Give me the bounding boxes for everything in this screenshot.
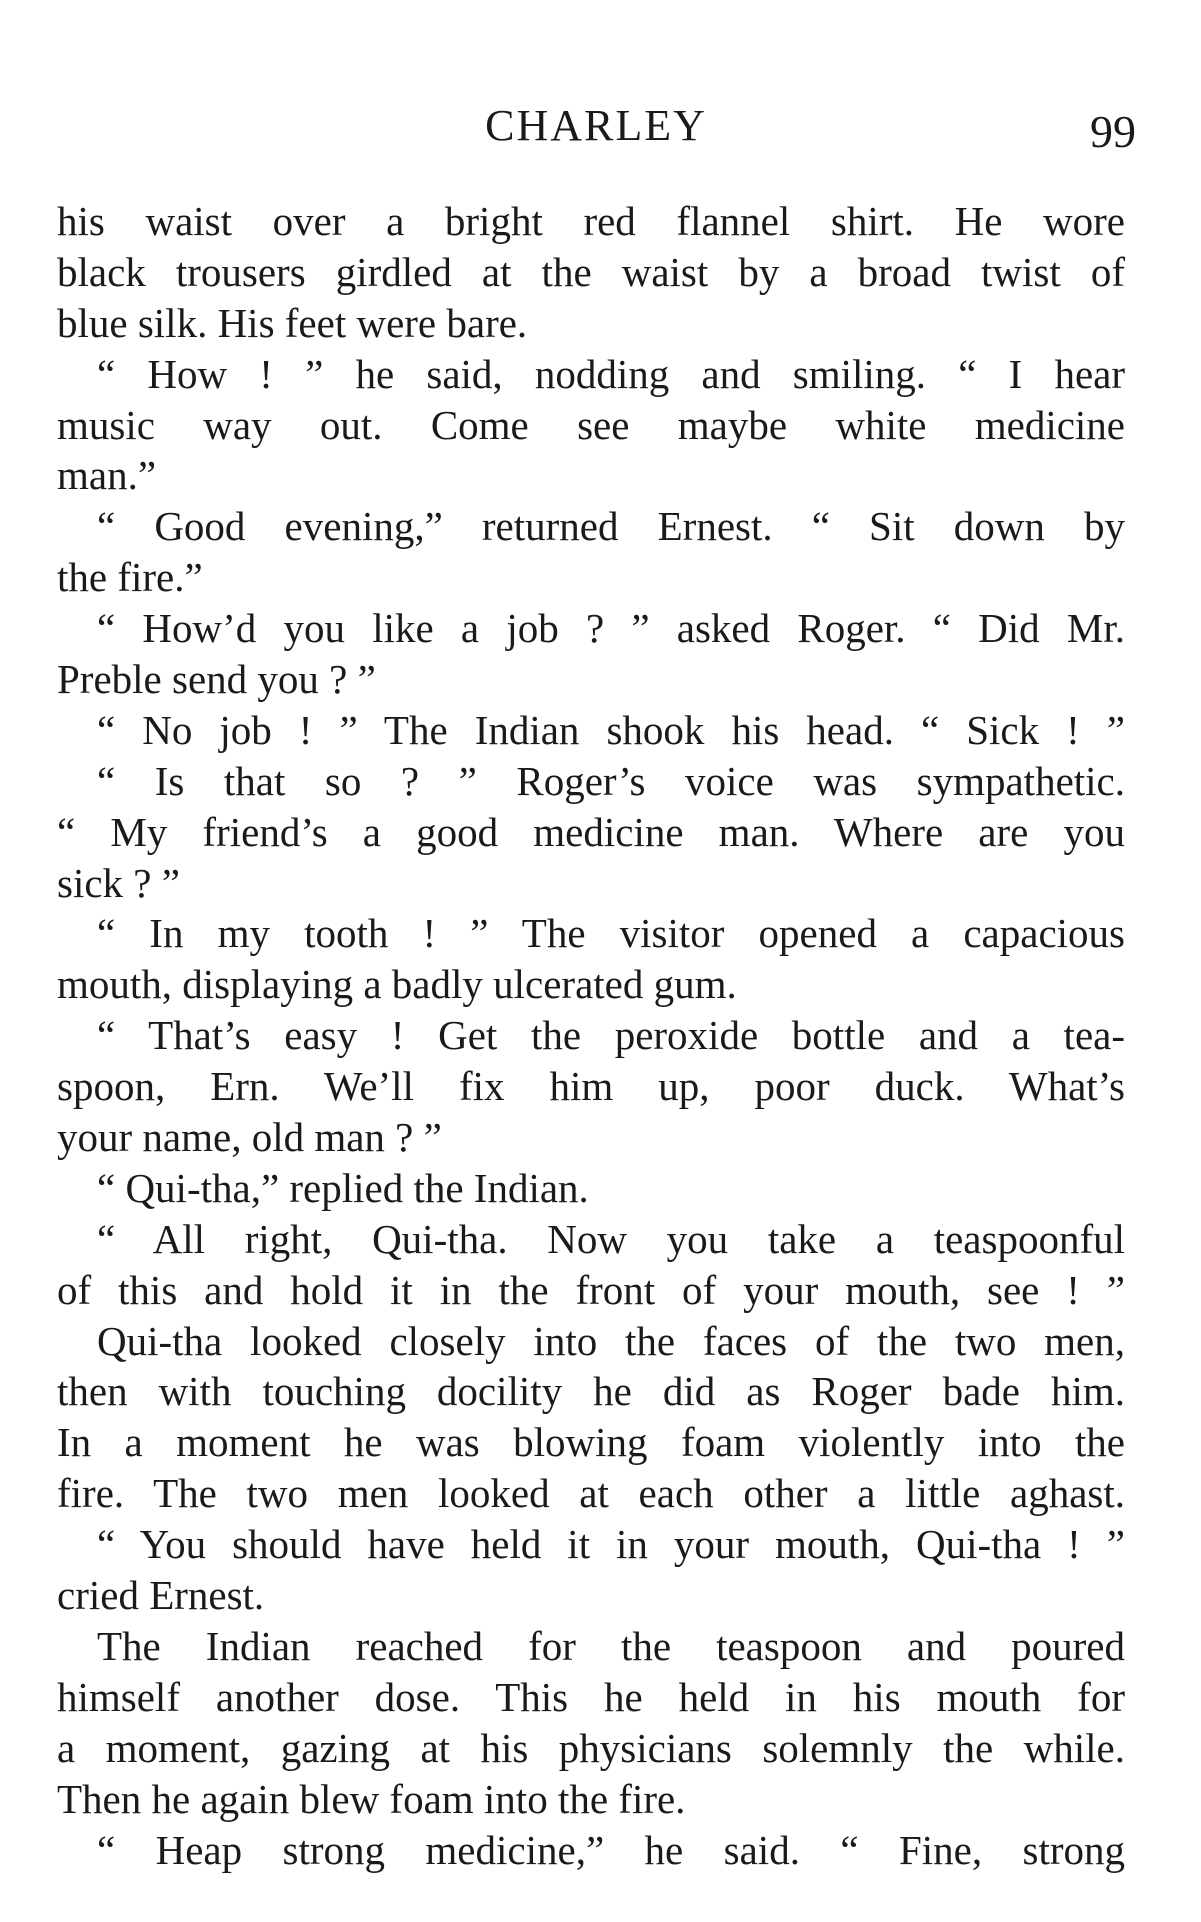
text-line: sick ? ” xyxy=(57,859,180,906)
text-line: “ You should have held it in your mouth, Qui-tha ! ” xyxy=(97,1521,1125,1568)
text-line: “ That’s easy ! Get the peroxide bottle and a tea- xyxy=(97,1012,1125,1059)
text-line: the fire.” xyxy=(57,554,203,601)
text-line: of this and hold it in the front of your mouth, see ! ” xyxy=(57,1266,1125,1313)
text-line: The Indian reached for the teaspoon and poured xyxy=(97,1622,1125,1669)
page-number: 99 xyxy=(1090,106,1136,157)
text-line: blue silk. His feet were bare. xyxy=(57,299,528,346)
text-line: Qui-tha looked closely into the faces of the two men, xyxy=(97,1317,1125,1364)
text-line: music way out. Come see maybe white medicine xyxy=(57,401,1125,448)
running-title: CHARLEY xyxy=(485,101,707,150)
text-line: his waist over a bright red flannel shirt. He wore xyxy=(57,198,1125,244)
text-line: “ Qui-tha,” replied the Indian. xyxy=(97,1164,589,1211)
text-line: fire. The two men looked at each other a little aghast. xyxy=(57,1470,1125,1517)
text-line: “ My friend’s a good medicine man. Where are you xyxy=(57,808,1125,855)
text-body xyxy=(57,196,1125,1875)
text-line: “ How ! ” he said, nodding and smiling. “ I hear xyxy=(97,350,1125,397)
text-line: cried Ernest. xyxy=(57,1572,265,1619)
text-line: a moment, gazing at his physicians solemnly the while. xyxy=(57,1724,1125,1771)
text-line: “ Good evening,” returned Ernest. “ Sit down by xyxy=(97,503,1125,550)
text-line: Preble send you ? ” xyxy=(57,656,376,703)
text-line: man.” xyxy=(57,452,157,499)
text-line: “ All right, Qui-tha. Now you take a teaspoonful xyxy=(97,1215,1125,1262)
text-line: Then he again blew foam into the fire. xyxy=(57,1775,686,1822)
running-head xyxy=(56,98,1136,157)
text-line: “ Is that so ? ” Roger’s voice was sympathetic. xyxy=(97,757,1125,804)
text-line: black trousers girdled at the waist by a broad twist of xyxy=(57,248,1125,295)
text-line: then with touching docility he did as Roger bade him. xyxy=(57,1368,1125,1415)
text-line: “ In my tooth ! ” The visitor opened a capacious xyxy=(97,910,1125,957)
text-line: spoon, Ern. We’ll fix him up, poor duck. What’s xyxy=(57,1063,1125,1110)
text-line: “ How’d you like a job ? ” asked Roger. “ Did Mr. xyxy=(97,605,1125,652)
text-line: himself another dose. This he held in his mouth for xyxy=(57,1673,1125,1720)
text-line: In a moment he was blowing foam violently into the xyxy=(57,1419,1125,1466)
text-line: “ Heap strong medicine,” he said. “ Fine, strong xyxy=(97,1826,1125,1873)
text-line: mouth, displaying a badly ulcerated gum. xyxy=(57,961,737,1008)
text-line: your name, old man ? ” xyxy=(57,1114,442,1161)
text-line: “ No job ! ” The Indian shook his head. “ Sick ! ” xyxy=(97,706,1125,753)
